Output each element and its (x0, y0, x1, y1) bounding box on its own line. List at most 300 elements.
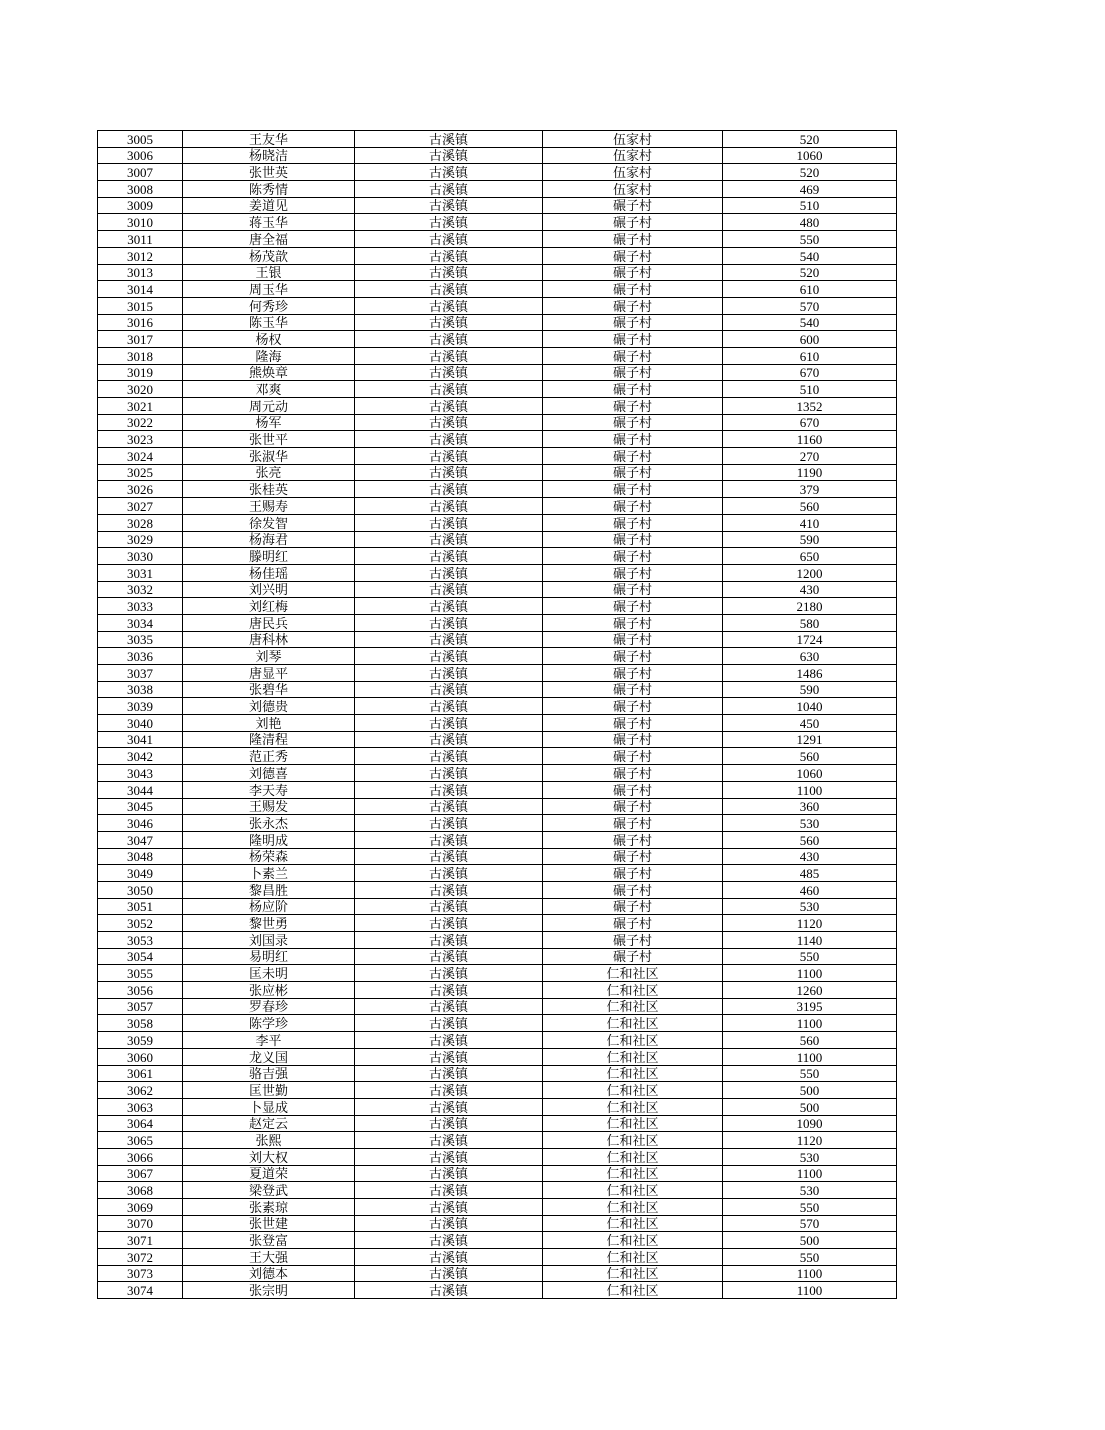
name-cell: 杨茂歆 (183, 247, 355, 264)
town-cell: 古溪镇 (355, 982, 543, 999)
table-row (98, 748, 897, 765)
town-cell: 古溪镇 (355, 665, 543, 682)
village-cell: 碾子村 (543, 214, 723, 231)
town-cell: 古溪镇 (355, 214, 543, 231)
town-cell: 古溪镇 (355, 798, 543, 815)
amount-cell: 1260 (723, 982, 897, 999)
name-cell: 匡未明 (183, 965, 355, 982)
row-number-cell: 3043 (98, 765, 183, 782)
amount-cell: 1160 (723, 431, 897, 448)
town-cell: 古溪镇 (355, 1215, 543, 1232)
amount-cell: 2180 (723, 598, 897, 615)
table-row (98, 281, 897, 298)
village-cell: 碾子村 (543, 314, 723, 331)
name-cell: 张宗明 (183, 1282, 355, 1299)
row-number-cell: 3036 (98, 648, 183, 665)
amount-cell: 1100 (723, 1048, 897, 1065)
row-number-cell: 3015 (98, 297, 183, 314)
town-cell: 古溪镇 (355, 1065, 543, 1082)
amount-cell: 1060 (723, 147, 897, 164)
row-number-cell: 3021 (98, 398, 183, 415)
name-cell: 唐科林 (183, 631, 355, 648)
row-number-cell: 3016 (98, 314, 183, 331)
name-cell: 王大强 (183, 1249, 355, 1266)
table-row (98, 581, 897, 598)
village-cell: 仁和社区 (543, 998, 723, 1015)
amount-cell: 1100 (723, 781, 897, 798)
row-number-cell: 3009 (98, 197, 183, 214)
table-row (98, 1215, 897, 1232)
village-cell: 碾子村 (543, 231, 723, 248)
amount-cell: 485 (723, 865, 897, 882)
amount-cell: 650 (723, 548, 897, 565)
row-number-cell: 3058 (98, 1015, 183, 1032)
table-row (98, 1249, 897, 1266)
town-cell: 古溪镇 (355, 231, 543, 248)
row-number-cell: 3018 (98, 347, 183, 364)
table-row (98, 681, 897, 698)
town-cell: 古溪镇 (355, 1048, 543, 1065)
table-row (98, 231, 897, 248)
name-cell: 刘琴 (183, 648, 355, 665)
table-row (98, 1098, 897, 1115)
village-cell: 伍家村 (543, 181, 723, 198)
table-row (98, 498, 897, 515)
amount-cell: 379 (723, 481, 897, 498)
table-row (98, 1199, 897, 1216)
name-cell: 张永杰 (183, 815, 355, 832)
row-number-cell: 3057 (98, 998, 183, 1015)
name-cell: 龙义国 (183, 1048, 355, 1065)
village-cell: 仁和社区 (543, 1115, 723, 1132)
name-cell: 周元动 (183, 398, 355, 415)
town-cell: 古溪镇 (355, 1148, 543, 1165)
table-row (98, 1082, 897, 1099)
table-row (98, 1148, 897, 1165)
amount-cell: 1291 (723, 731, 897, 748)
town-cell: 古溪镇 (355, 881, 543, 898)
town-cell: 古溪镇 (355, 1199, 543, 1216)
row-number-cell: 3045 (98, 798, 183, 815)
table-row (98, 614, 897, 631)
table-row (98, 431, 897, 448)
town-cell: 古溪镇 (355, 364, 543, 381)
amount-cell: 1190 (723, 464, 897, 481)
town-cell: 古溪镇 (355, 848, 543, 865)
name-cell: 唐民兵 (183, 614, 355, 631)
village-cell: 仁和社区 (543, 1215, 723, 1232)
amount-cell: 1724 (723, 631, 897, 648)
name-cell: 张应彬 (183, 982, 355, 999)
table-row (98, 998, 897, 1015)
town-cell: 古溪镇 (355, 598, 543, 615)
village-cell: 碾子村 (543, 347, 723, 364)
amount-cell: 500 (723, 1082, 897, 1099)
village-cell: 仁和社区 (543, 1015, 723, 1032)
name-cell: 张登富 (183, 1232, 355, 1249)
amount-cell: 1352 (723, 398, 897, 415)
name-cell: 范正秀 (183, 748, 355, 765)
town-cell: 古溪镇 (355, 1249, 543, 1266)
table-row (98, 665, 897, 682)
table-row (98, 1232, 897, 1249)
town-cell: 古溪镇 (355, 1132, 543, 1149)
village-cell: 仁和社区 (543, 1032, 723, 1049)
town-cell: 古溪镇 (355, 1115, 543, 1132)
row-number-cell: 3034 (98, 614, 183, 631)
row-number-cell: 3040 (98, 715, 183, 732)
amount-cell: 610 (723, 281, 897, 298)
town-cell: 古溪镇 (355, 1098, 543, 1115)
name-cell: 周玉华 (183, 281, 355, 298)
town-cell: 古溪镇 (355, 514, 543, 531)
amount-cell: 1060 (723, 765, 897, 782)
town-cell: 古溪镇 (355, 648, 543, 665)
row-number-cell: 3005 (98, 131, 183, 148)
village-cell: 碾子村 (543, 197, 723, 214)
table-row (98, 731, 897, 748)
row-number-cell: 3012 (98, 247, 183, 264)
village-cell: 碾子村 (543, 381, 723, 398)
town-cell: 古溪镇 (355, 448, 543, 465)
town-cell: 古溪镇 (355, 464, 543, 481)
table-row (98, 181, 897, 198)
village-cell: 碾子村 (543, 731, 723, 748)
town-cell: 古溪镇 (355, 1265, 543, 1282)
name-cell: 刘兴明 (183, 581, 355, 598)
row-number-cell: 3011 (98, 231, 183, 248)
row-number-cell: 3038 (98, 681, 183, 698)
name-cell: 杨海君 (183, 531, 355, 548)
name-cell: 邓爽 (183, 381, 355, 398)
name-cell: 杨佳瑶 (183, 564, 355, 581)
table-row (98, 381, 897, 398)
table-row (98, 514, 897, 531)
village-cell: 仁和社区 (543, 1199, 723, 1216)
town-cell: 古溪镇 (355, 481, 543, 498)
amount-cell: 1100 (723, 1015, 897, 1032)
town-cell: 古溪镇 (355, 548, 543, 565)
table-row (98, 932, 897, 949)
village-cell: 碾子村 (543, 498, 723, 515)
name-cell: 刘艳 (183, 715, 355, 732)
amount-cell: 540 (723, 314, 897, 331)
table-row (98, 798, 897, 815)
row-number-cell: 3030 (98, 548, 183, 565)
name-cell: 刘大权 (183, 1148, 355, 1165)
table-row (98, 214, 897, 231)
town-cell: 古溪镇 (355, 331, 543, 348)
row-number-cell: 3071 (98, 1232, 183, 1249)
village-cell: 仁和社区 (543, 1065, 723, 1082)
town-cell: 古溪镇 (355, 715, 543, 732)
town-cell: 古溪镇 (355, 347, 543, 364)
table-row (98, 965, 897, 982)
town-cell: 古溪镇 (355, 164, 543, 181)
row-number-cell: 3022 (98, 414, 183, 431)
village-cell: 仁和社区 (543, 1265, 723, 1282)
name-cell: 蒋玉华 (183, 214, 355, 231)
name-cell: 杨权 (183, 331, 355, 348)
village-cell: 碾子村 (543, 414, 723, 431)
town-cell: 古溪镇 (355, 281, 543, 298)
name-cell: 张世英 (183, 164, 355, 181)
village-cell: 碾子村 (543, 264, 723, 281)
town-cell: 古溪镇 (355, 1015, 543, 1032)
town-cell: 古溪镇 (355, 581, 543, 598)
amount-cell: 1040 (723, 698, 897, 715)
amount-cell: 530 (723, 1148, 897, 1165)
amount-cell: 430 (723, 581, 897, 598)
town-cell: 古溪镇 (355, 1165, 543, 1182)
name-cell: 张亮 (183, 464, 355, 481)
table-row (98, 915, 897, 932)
data-table (97, 130, 897, 1299)
village-cell: 碾子村 (543, 464, 723, 481)
amount-cell: 360 (723, 798, 897, 815)
row-number-cell: 3053 (98, 932, 183, 949)
town-cell: 古溪镇 (355, 297, 543, 314)
village-cell: 碾子村 (543, 581, 723, 598)
table-row (98, 598, 897, 615)
table-row (98, 865, 897, 882)
table-row (98, 1265, 897, 1282)
name-cell: 徐发智 (183, 514, 355, 531)
table-row (98, 131, 897, 148)
name-cell: 张世建 (183, 1215, 355, 1232)
town-cell: 古溪镇 (355, 181, 543, 198)
town-cell: 古溪镇 (355, 147, 543, 164)
row-number-cell: 3010 (98, 214, 183, 231)
row-number-cell: 3050 (98, 881, 183, 898)
amount-cell: 550 (723, 1199, 897, 1216)
row-number-cell: 3067 (98, 1165, 183, 1182)
town-cell: 古溪镇 (355, 865, 543, 882)
row-number-cell: 3017 (98, 331, 183, 348)
name-cell: 熊焕章 (183, 364, 355, 381)
amount-cell: 450 (723, 715, 897, 732)
name-cell: 王友华 (183, 131, 355, 148)
name-cell: 杨应阶 (183, 898, 355, 915)
row-number-cell: 3014 (98, 281, 183, 298)
town-cell: 古溪镇 (355, 765, 543, 782)
amount-cell: 1100 (723, 1265, 897, 1282)
amount-cell: 610 (723, 347, 897, 364)
table-row (98, 781, 897, 798)
name-cell: 李平 (183, 1032, 355, 1049)
town-cell: 古溪镇 (355, 1282, 543, 1299)
village-cell: 碾子村 (543, 247, 723, 264)
village-cell: 碾子村 (543, 331, 723, 348)
table-row (98, 815, 897, 832)
amount-cell: 1100 (723, 1282, 897, 1299)
row-number-cell: 3019 (98, 364, 183, 381)
amount-cell: 670 (723, 364, 897, 381)
name-cell: 罗春珍 (183, 998, 355, 1015)
row-number-cell: 3025 (98, 464, 183, 481)
row-number-cell: 3060 (98, 1048, 183, 1065)
table-row (98, 1032, 897, 1049)
table-row (98, 765, 897, 782)
town-cell: 古溪镇 (355, 531, 543, 548)
town-cell: 古溪镇 (355, 998, 543, 1015)
village-cell: 碾子村 (543, 631, 723, 648)
town-cell: 古溪镇 (355, 247, 543, 264)
amount-cell: 1120 (723, 915, 897, 932)
amount-cell: 560 (723, 498, 897, 515)
row-number-cell: 3064 (98, 1115, 183, 1132)
row-number-cell: 3028 (98, 514, 183, 531)
table-row (98, 414, 897, 431)
table-row (98, 297, 897, 314)
town-cell: 古溪镇 (355, 197, 543, 214)
name-cell: 王银 (183, 264, 355, 281)
table-row (98, 982, 897, 999)
row-number-cell: 3066 (98, 1148, 183, 1165)
amount-cell: 410 (723, 514, 897, 531)
table-row (98, 197, 897, 214)
table-row (98, 548, 897, 565)
amount-cell: 1100 (723, 965, 897, 982)
name-cell: 刘德喜 (183, 765, 355, 782)
row-number-cell: 3049 (98, 865, 183, 882)
village-cell: 仁和社区 (543, 1082, 723, 1099)
table-row (98, 398, 897, 415)
village-cell: 碾子村 (543, 881, 723, 898)
amount-cell: 520 (723, 164, 897, 181)
row-number-cell: 3008 (98, 181, 183, 198)
name-cell: 张碧华 (183, 681, 355, 698)
village-cell: 碾子村 (543, 715, 723, 732)
table-row (98, 898, 897, 915)
table-row (98, 1048, 897, 1065)
table-row (98, 164, 897, 181)
town-cell: 古溪镇 (355, 381, 543, 398)
town-cell: 古溪镇 (355, 898, 543, 915)
name-cell: 张淑华 (183, 448, 355, 465)
row-number-cell: 3073 (98, 1265, 183, 1282)
amount-cell: 550 (723, 1065, 897, 1082)
row-number-cell: 3062 (98, 1082, 183, 1099)
village-cell: 伍家村 (543, 131, 723, 148)
name-cell: 张素琼 (183, 1199, 355, 1216)
village-cell: 碾子村 (543, 297, 723, 314)
amount-cell: 550 (723, 948, 897, 965)
village-cell: 碾子村 (543, 781, 723, 798)
name-cell: 夏道荣 (183, 1165, 355, 1182)
town-cell: 古溪镇 (355, 314, 543, 331)
name-cell: 刘德贵 (183, 698, 355, 715)
village-cell: 仁和社区 (543, 1148, 723, 1165)
amount-cell: 590 (723, 681, 897, 698)
village-cell: 伍家村 (543, 147, 723, 164)
amount-cell: 510 (723, 197, 897, 214)
village-cell: 伍家村 (543, 164, 723, 181)
village-cell: 碾子村 (543, 431, 723, 448)
village-cell: 碾子村 (543, 281, 723, 298)
village-cell: 碾子村 (543, 514, 723, 531)
town-cell: 古溪镇 (355, 264, 543, 281)
table-body (98, 131, 897, 1299)
amount-cell: 1100 (723, 1165, 897, 1182)
table-row (98, 1165, 897, 1182)
name-cell: 卜显成 (183, 1098, 355, 1115)
row-number-cell: 3006 (98, 147, 183, 164)
amount-cell: 3195 (723, 998, 897, 1015)
table-row (98, 848, 897, 865)
village-cell: 碾子村 (543, 898, 723, 915)
name-cell: 姜道见 (183, 197, 355, 214)
amount-cell: 1200 (723, 564, 897, 581)
name-cell: 匡世勤 (183, 1082, 355, 1099)
row-number-cell: 3056 (98, 982, 183, 999)
amount-cell: 560 (723, 1032, 897, 1049)
row-number-cell: 3020 (98, 381, 183, 398)
row-number-cell: 3037 (98, 665, 183, 682)
name-cell: 张世平 (183, 431, 355, 448)
village-cell: 碾子村 (543, 481, 723, 498)
amount-cell: 530 (723, 1182, 897, 1199)
name-cell: 黎昌胜 (183, 881, 355, 898)
table-row (98, 331, 897, 348)
row-number-cell: 3046 (98, 815, 183, 832)
village-cell: 仁和社区 (543, 1165, 723, 1182)
town-cell: 古溪镇 (355, 564, 543, 581)
table-row (98, 1132, 897, 1149)
village-cell: 碾子村 (543, 548, 723, 565)
row-number-cell: 3039 (98, 698, 183, 715)
row-number-cell: 3044 (98, 781, 183, 798)
table-row (98, 147, 897, 164)
row-number-cell: 3042 (98, 748, 183, 765)
village-cell: 碾子村 (543, 614, 723, 631)
village-cell: 仁和社区 (543, 1098, 723, 1115)
name-cell: 赵定云 (183, 1115, 355, 1132)
name-cell: 陈玉华 (183, 314, 355, 331)
table-row (98, 1115, 897, 1132)
table-row (98, 314, 897, 331)
town-cell: 古溪镇 (355, 614, 543, 631)
row-number-cell: 3069 (98, 1199, 183, 1216)
village-cell: 碾子村 (543, 698, 723, 715)
row-number-cell: 3059 (98, 1032, 183, 1049)
name-cell: 唐显平 (183, 665, 355, 682)
amount-cell: 1140 (723, 932, 897, 949)
amount-cell: 480 (723, 214, 897, 231)
row-number-cell: 3023 (98, 431, 183, 448)
name-cell: 张熙 (183, 1132, 355, 1149)
amount-cell: 560 (723, 831, 897, 848)
town-cell: 古溪镇 (355, 831, 543, 848)
row-number-cell: 3070 (98, 1215, 183, 1232)
amount-cell: 670 (723, 414, 897, 431)
name-cell: 杨荣森 (183, 848, 355, 865)
table-row (98, 481, 897, 498)
table-row (98, 881, 897, 898)
row-number-cell: 3029 (98, 531, 183, 548)
name-cell: 张桂英 (183, 481, 355, 498)
name-cell: 隆明成 (183, 831, 355, 848)
town-cell: 古溪镇 (355, 398, 543, 415)
amount-cell: 510 (723, 381, 897, 398)
village-cell: 碾子村 (543, 564, 723, 581)
row-number-cell: 3061 (98, 1065, 183, 1082)
row-number-cell: 3013 (98, 264, 183, 281)
town-cell: 古溪镇 (355, 698, 543, 715)
row-number-cell: 3063 (98, 1098, 183, 1115)
village-cell: 碾子村 (543, 848, 723, 865)
name-cell: 骆吉强 (183, 1065, 355, 1082)
